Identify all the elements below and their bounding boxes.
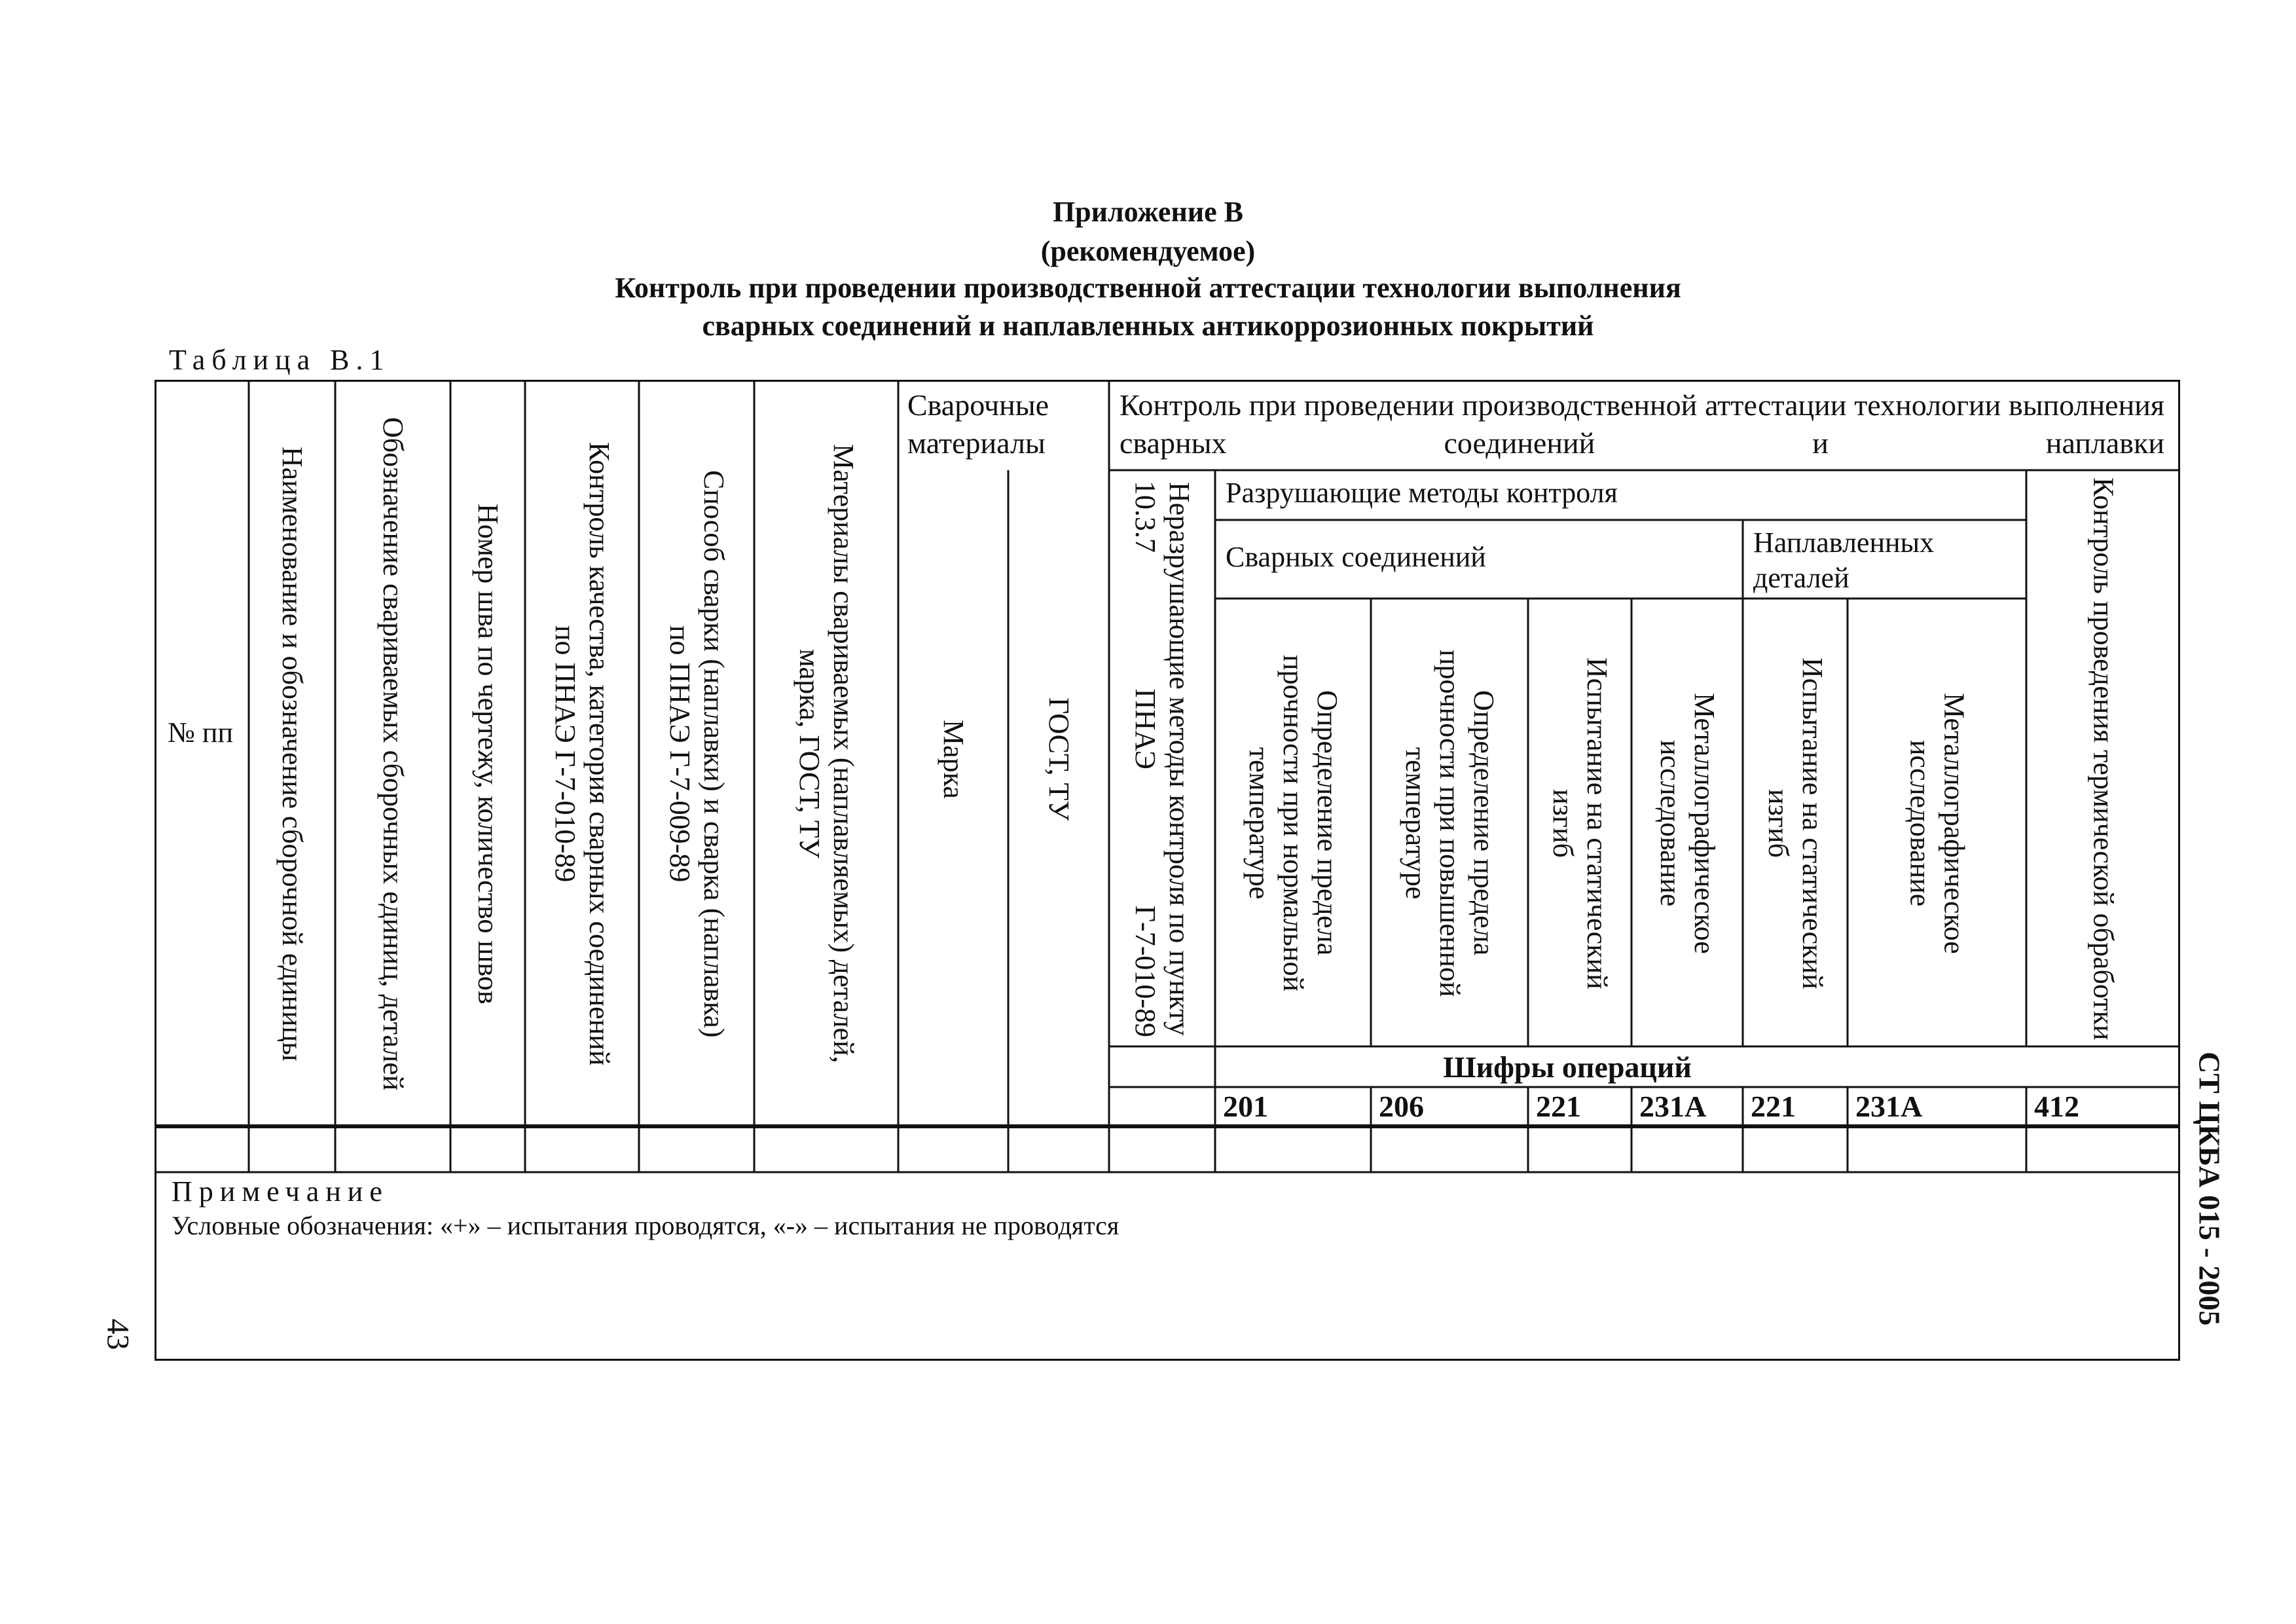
welded-joints-header: Сварных соединений: [1226, 541, 1486, 573]
column-number-label: № пп: [167, 716, 234, 748]
operation-code: 412: [2034, 1090, 2079, 1123]
test-metallography-welded: [1631, 600, 1743, 1046]
test-static-bend-deposited: [1743, 600, 1848, 1046]
column-welding-method: [639, 382, 754, 1125]
column-welded-parts-label: Обозначение свариваемых сборочных единиц, деталей: [377, 416, 409, 1091]
column-materials: [754, 382, 898, 1125]
operation-code: 221: [1536, 1090, 1581, 1123]
operation-code: 231А: [1855, 1090, 1923, 1123]
column-grade: [898, 471, 1008, 1046]
column-nondestructive: [1109, 471, 1215, 1046]
note-title: Примечание: [172, 1175, 389, 1208]
column-seam-number: [450, 382, 525, 1125]
test-strength-elevated: [1371, 600, 1528, 1046]
test-strength-elevated-label: Определение предела прочности при повышенной температуре: [1400, 649, 1500, 997]
document-code-wrap: [2180, 1035, 2239, 1342]
note-text: Условные обозначения: «+» – испытания проводятся, «-» – испытания не проводятся: [172, 1211, 1120, 1240]
column-materials-label: Материалы свариваемых (наплавляемых) деталей, марка, ГОСТ, ТУ: [793, 444, 860, 1063]
operation-codes-label: Шифры операций: [1443, 1050, 1692, 1084]
operation-code: 221: [1751, 1090, 1796, 1123]
column-welded-parts: [335, 382, 450, 1125]
destructive-methods-header: Разрушающие методы контроля: [1226, 477, 1618, 509]
test-static-bend-deposited-label: Испытание на статический изгиб: [1762, 657, 1829, 989]
operation-code: 206: [1379, 1090, 1424, 1123]
column-seam-number-label: Номер шва по чертежу, количество швов: [472, 503, 504, 1005]
test-metallography-welded-label: Металлографическое исследование: [1654, 692, 1721, 954]
operation-code: 231А: [1639, 1090, 1707, 1123]
test-static-bend-welded-label: Испытание на статический изгиб: [1547, 657, 1613, 989]
column-welding-method-label: Способ сварки (наплавки) и сварка (наплавка) по ПНАЭ Г-7-009-89: [664, 470, 730, 1038]
column-heat-treatment: [2026, 471, 2180, 1046]
appendix-subject-line-1: Контроль при проведении производственной аттестации технологии выполнения: [615, 272, 1681, 304]
deposited-parts-header: Наплавленных деталей: [1753, 526, 1935, 594]
column-grade-label: Марка: [938, 719, 970, 799]
operation-code: 201: [1223, 1090, 1268, 1123]
test-metallography-deposited: [1848, 600, 2026, 1046]
column-quality-control-label: Контроль качества, категория сварных соединений по ПНАЭ Г-7-010-89: [549, 441, 615, 1066]
column-standard-label: ГОСТ, ТУ: [1043, 697, 1075, 821]
column-standard: [1008, 471, 1109, 1046]
test-metallography-deposited-label: Металлографическое исследование: [1904, 692, 1971, 954]
test-static-bend-welded: [1528, 600, 1631, 1046]
appendix-title: Приложение В: [1052, 196, 1244, 228]
column-heat-treatment-label: Контроль проведения термической обработки: [2087, 477, 2120, 1041]
welding-materials-header: Сварочные материалы: [907, 388, 1049, 460]
control-header: Контроль при проведении производственной аттестации технологии выполнения сварных соединений и наплавки: [1120, 388, 2164, 460]
appendix-subject-line-2: сварных соединений и наплавленных антикоррозионных покрытий: [702, 310, 1594, 342]
column-quality-control: [525, 382, 639, 1125]
column-assembly-unit: [249, 382, 335, 1125]
column-nondestructive-label: Неразрушающие методы контроля по пункту 10.3.7 ПНАЭ Г-7-010-89: [1129, 481, 1195, 1037]
page-number: 43: [100, 1318, 136, 1350]
test-strength-normal-label: Определение предела прочности при нормальной температуре: [1243, 654, 1343, 992]
test-strength-normal: [1215, 600, 1371, 1046]
appendix-status: (рекомендуемое): [1040, 235, 1256, 267]
document-code: СТ ЦКБА 015 - 2005: [2193, 1051, 2227, 1326]
table-caption: Таблица В.1: [169, 344, 391, 376]
column-assembly-unit-label: Наименование и обозначение сборочной единицы: [276, 446, 308, 1061]
